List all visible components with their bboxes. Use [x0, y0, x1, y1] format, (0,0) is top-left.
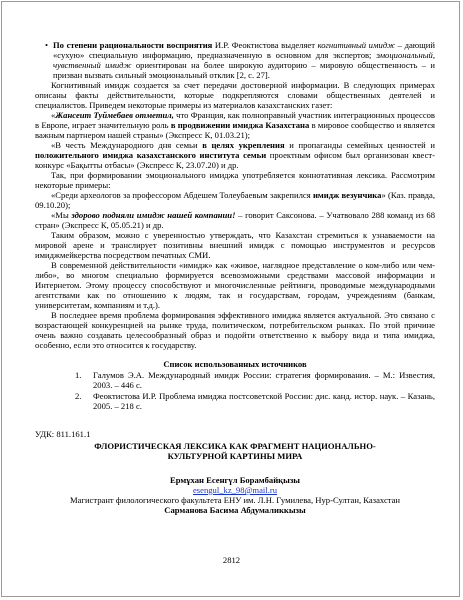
author-name: Ермұхан Есенгүл Борамбайқызы	[170, 475, 300, 485]
udc-code: УДК: 811.161.1	[35, 429, 91, 439]
text-run: «В честь Международного дня семьи	[51, 140, 203, 150]
document-page	[1, 1, 460, 597]
text-run: в мировое сообщество и является важным партнером нашей страны» (Экспресс К, 01.03.21);	[35, 120, 436, 140]
paragraph: Когнитивный имидж создается за счет передачи достоверной информации. В следующих примерах описаны факты действительности, которые подкрепляются словами общественных деятелей и специалистов. Приведем некоторые примеры из материалов казахстанских газет:	[35, 80, 435, 110]
article-title-line-1: ФЛОРИСТИЧЕСКАЯ ЛЕКСИКА КАК ФРАГМЕНТ НАЦИОНАЛЬНО-	[94, 441, 376, 451]
text-run: «Среди археологов за профессором Абдешем Толеубаевым закрепился	[51, 190, 313, 200]
text-run: «Мы	[51, 210, 72, 220]
bold-term: По степени рациональности восприятия	[53, 40, 213, 50]
paragraph-quote	[35, 110, 435, 140]
article-title-line-2: КУЛЬТУРНОЙ КАРТИНЫ МИРА	[167, 451, 303, 461]
second-author-name: Сарманова Басима Абдумаликкызы	[164, 505, 306, 515]
paragraph: Так, при формировании эмоционального имиджа употребляется коннотативная лексика. Рассмотрим некоторые примеры:	[35, 170, 435, 190]
italic-term: эмоциональный, чувственный имидж	[53, 50, 435, 70]
paragraph-quote	[35, 140, 435, 170]
bold-term: в целях укрепления	[202, 140, 285, 150]
text-run: И.Р. Феоктистова выделяет	[212, 40, 318, 50]
reference-text: Феоктистова И.Р. Проблема имиджа постсоветской России: дис. канд. истор. наук. – Казань, 2005. – 218 с.	[93, 391, 435, 411]
bold-italic-term: Жансеит Туймебаев отметил,	[55, 110, 174, 120]
reference-text: Галумов Э.А. Международный имидж России: стратегия формирования. – М.: Известия, 2003. – 446 с.	[93, 370, 435, 390]
paragraph-quote	[35, 210, 435, 230]
text-run: что Франция, как полноправный участник интеграционных процессов в Европе, играет значительную роль	[35, 110, 435, 130]
text-run: проектным офисом был организован квест-конкурс «Бақытты отбасы»	[35, 150, 436, 170]
bold-term: положительного имиджа казахстанского института семьи	[35, 150, 267, 160]
reference-item	[35, 391, 435, 411]
bold-italic-term: здорово подняли имидж нашей компании!	[71, 210, 236, 220]
reference-number: 1.	[75, 370, 82, 380]
references-title: Список использованных источников	[163, 359, 307, 369]
reference-item	[35, 370, 435, 390]
paragraph: В современной действительности «имидж» как «живое, наглядное представление о ком-либо или чем-либо», во многом специально формируется всевозможными средствами массовой информации и Интернетом. Этому процессу способствуют и многочисленные рейтинги, проводимые международными агентствами как по отношению к людям, так и государствам, городам, учреждениям (банкам, университетам, компаниям и т.д.).	[35, 260, 435, 310]
text-run: – говорит Саксонова. – Учатвовало 288 команд из 68 стран» (Экспресс К, 05.05.21) и др.	[35, 210, 435, 230]
text-run: «	[51, 110, 56, 120]
bold-term: имидж везунчика	[312, 190, 382, 200]
author-affiliation: Магистрант филологического факультета ЕНУ им. Л.Н. Гумилева, Нур-Султан, Казахстан	[69, 495, 401, 505]
bold-term: в продвижении имиджа Казахстана	[170, 120, 310, 130]
paragraph: Таким образом, можно с уверенностью утверждать, что Казахстан стремиться к узнаваемости на мировой арене и транслирует позитивны внешний имидж с помощью инструментов и ресурсов имиджмейкерства посредством печатных СМИ.	[35, 230, 435, 260]
paragraph-bullet	[35, 40, 435, 80]
author-email-link[interactable]: esengul_kz_98@mail.ru	[192, 485, 278, 495]
paragraph: В последнее время проблема формирования эффективного имиджа является актуальной. Это связано с возрастающей конкуренцией на рынке труда, политическом, потребительском рынках. По этой причине очень важно создавать целесообразный образ и подойти ответственно к выбору вида и типа имиджа, особенно, если это относится к государству.	[35, 310, 435, 350]
bullet-icon: •	[45, 40, 49, 50]
text-run: (Экспресс К, 23.07.20) и др.	[134, 160, 239, 170]
page-number: 2812	[222, 555, 241, 565]
text-run: и пропаганды семейных ценностей и	[284, 140, 436, 150]
reference-number: 2.	[75, 391, 82, 401]
italic-term: когнитивный имидж	[317, 40, 396, 50]
paragraph-quote	[35, 190, 435, 210]
text-run: – дающий «сухую» специальную информацию, предназначенную в основном для экспертов;	[53, 40, 435, 60]
page-content	[35, 40, 435, 515]
text-run: ориентирован на более широкую аудиторию – мировую общественность – и призван вызвать сильный эмоциональный отклик [2, с. 27].	[53, 60, 435, 80]
text-run: » (Каз. правда, 09.10.20);	[35, 190, 435, 210]
